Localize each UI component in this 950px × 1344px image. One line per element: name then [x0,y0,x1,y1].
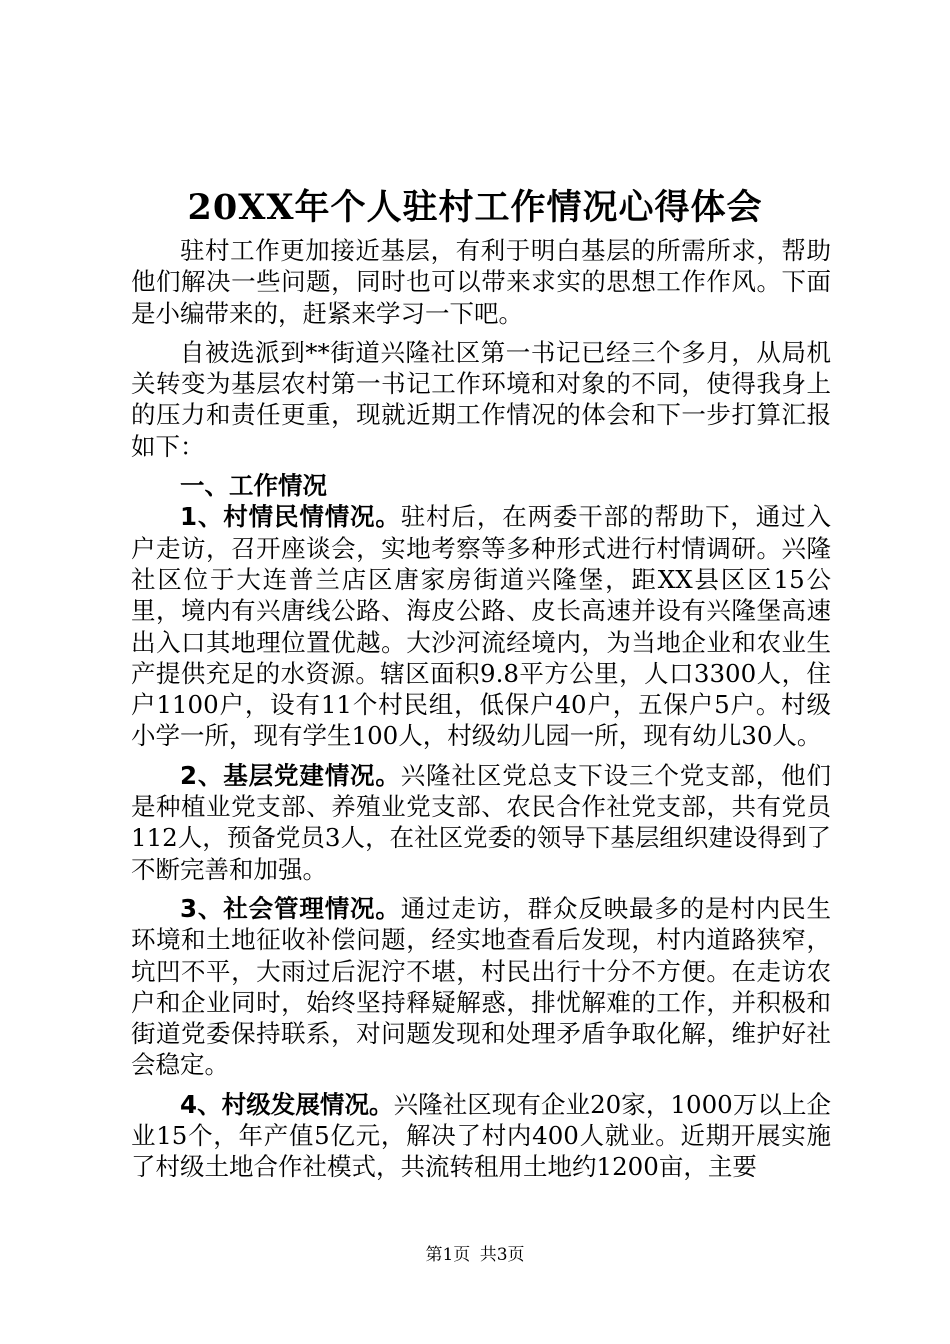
document-body [131,235,831,1183]
page-number-total: 共3页 [479,1245,525,1265]
item-paragraph-2 [131,760,831,885]
item-text-3: 通过走访，群众反映最多的是村内民生环境和土地征收补偿问题，经实地查看后发现，村内道路狭窄，坑凹不平，大雨过后泥泞不堪，村民出行十分不方便。在走访农户和企业同时，始终坚持释疑解惑，排忧解难的工作，并积极和街道党委保持联系，对问题发现和处理矛盾争取化解，维护好社会稳定。 [131,893,832,1080]
item-paragraph-3 [131,893,831,1081]
intro-paragraph: 驻村工作更加接近基层，有利于明白基层的所需所求，帮助他们解决一些问题，同时也可以带来求实的思想工作作风。下面是小编带来的，赶紧来学习一下吧。 [131,236,831,328]
item-heading-2: 2、基层党建情况。 [180,760,401,790]
item-text-4: 兴隆社区现有企业20家，1000万以上企业15个，年产值5亿元，解决了村内400人就业。近期开展实施了村级土地合作社模式，共流转租用土地约1200亩，主要 [131,1089,832,1182]
section-heading-text: 一、工作情况 [180,471,327,501]
item-paragraph-1 [131,501,831,751]
item-heading-1: 1、村情民情情况。 [180,502,401,532]
opening-paragraph: 自被选派到**街道兴隆社区第一书记已经三个多月，从局机关转变为基层农村第一书记工作环境和对象的不同，使得我身上的压力和责任更重，现就近期工作情况的体会和下一步打算汇报如下： [131,337,831,461]
section-heading [131,470,831,501]
page-number-current: 第1页 [425,1245,471,1265]
page-footer [0,1243,950,1267]
item-paragraph-4 [131,1089,831,1183]
item-text-1: 驻村后，在两委干部的帮助下，通过入户走访，召开座谈会，实地考察等多种形式进行村情调研。兴隆社区位于大连普兰店区唐家房街道兴隆堡，距XX县区区15公里，境内有兴唐线公路、海皮公路、皮长高速并设有兴隆堡高速出入口其地理位置优越。大沙河流经境内，为当地企业和农业生产提供充足的水资源。辖区面积9.8平方公里，人口3300人，住户1100户，设有11个村民组，低保户40户，五保户5户。村级小学一所，现有学生100人，村级幼儿园一所，现有幼儿30人。 [131,502,832,751]
item-text-2: 兴隆社区党总支下设三个党支部，他们是种植业党支部、养殖业党支部、农民合作社党支部，共有党员112人，预备党员3人，在社区党委的领导下基层组织建设得到了不断完善和加强。 [131,760,832,884]
document-title: 20XX年个人驻村工作情况心得体会 [187,187,763,228]
item-heading-4: 4、村级发展情况。 [180,1089,394,1119]
item-heading-3: 3、社会管理情况。 [180,893,401,923]
